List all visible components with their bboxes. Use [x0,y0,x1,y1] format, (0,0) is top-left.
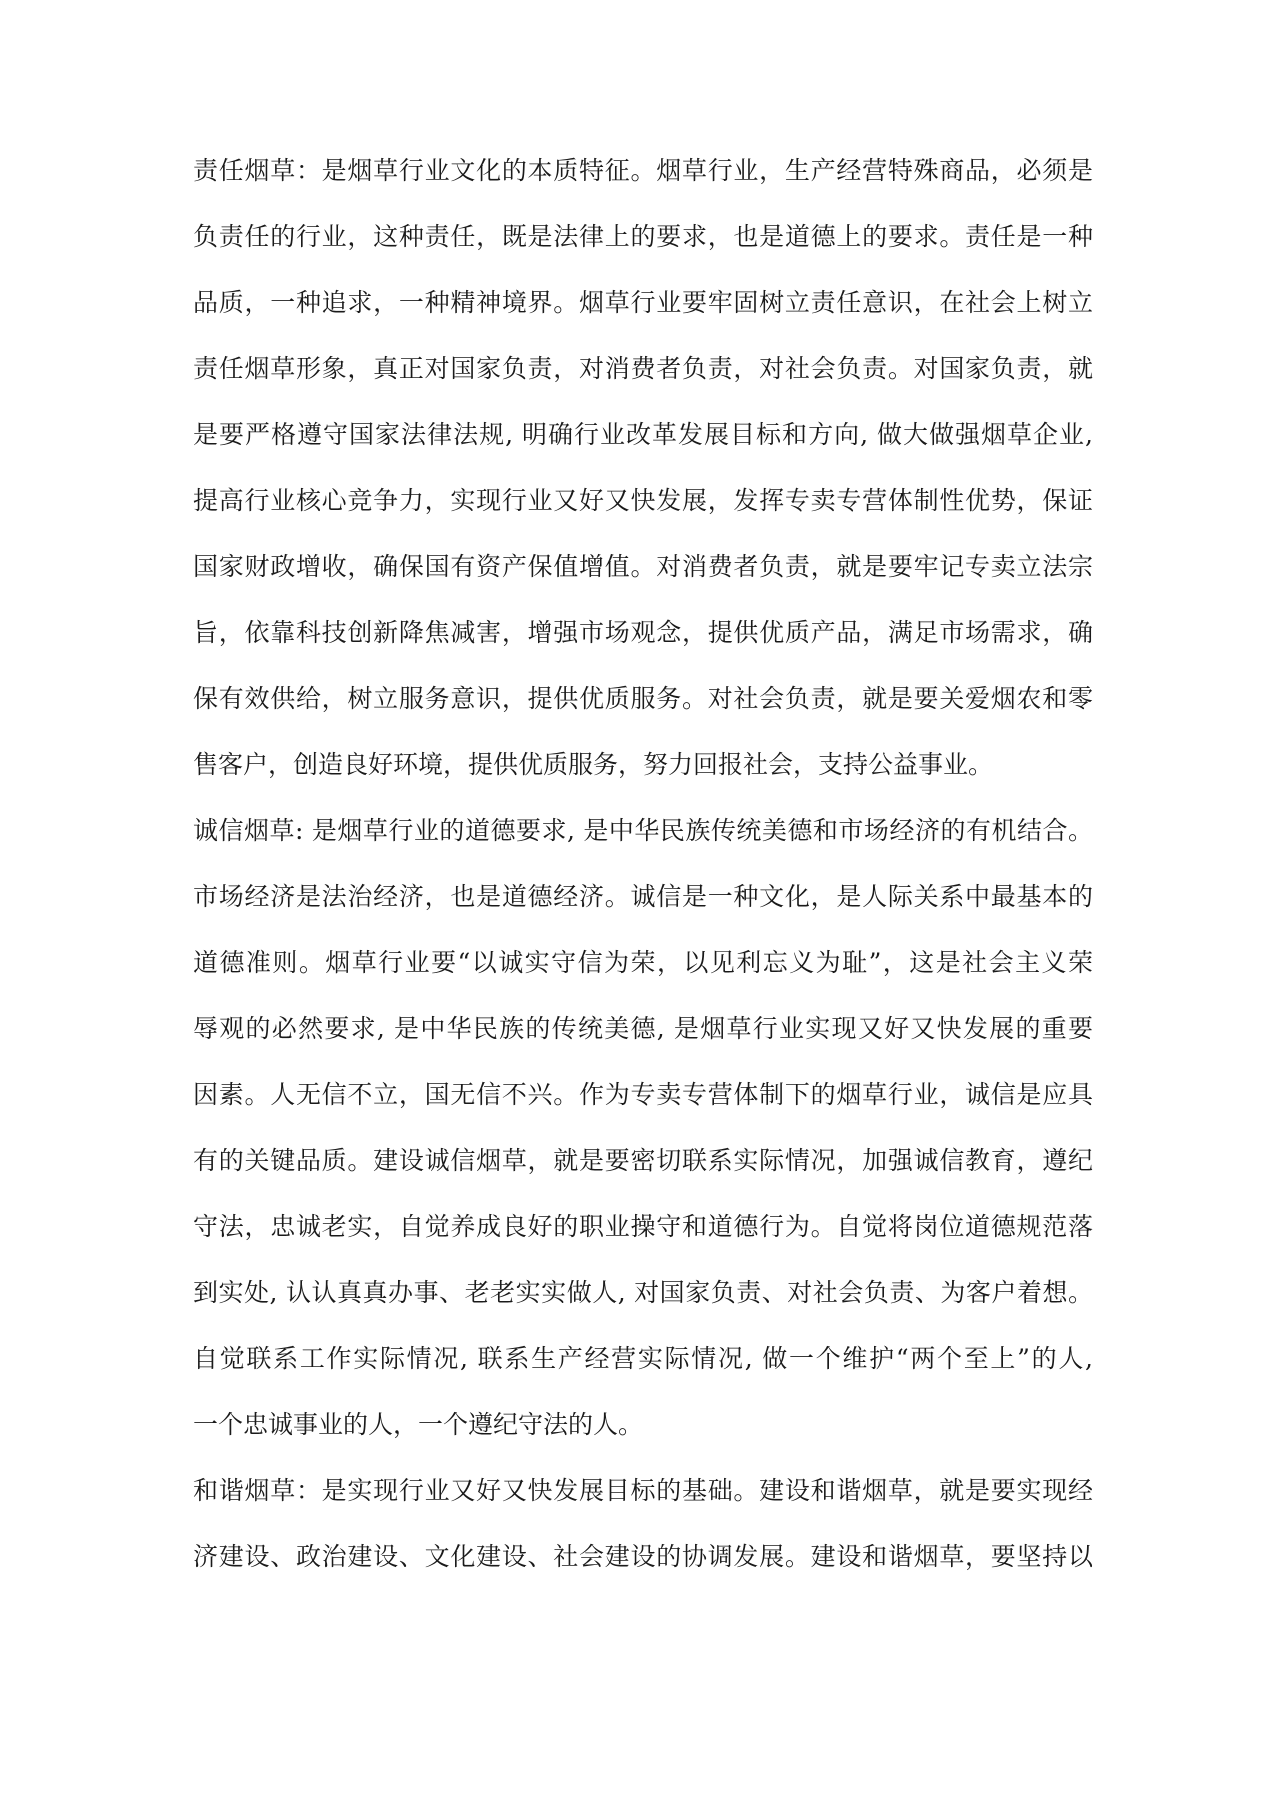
paragraph-line: 和谐烟草：是实现行业又好又快发展目标的基础。建设和谐烟草，就是要实现经 [193,1476,1093,1505]
paragraph-line: 提高行业核心竞争力，实现行业又好又快发展，发挥专卖专营体制性优势，保证 [193,486,1093,515]
paragraph-line: 到实处, 认认真真办事、老老实实做人, 对国家负责、对社会负责、为客户着想。 [193,1278,1093,1307]
paragraph-line: 责任烟草：是烟草行业文化的本质特征。烟草行业，生产经营特殊商品，必须是 [193,156,1093,185]
paragraph-line: 负责任的行业，这种责任，既是法律上的要求，也是道德上的要求。责任是一种 [193,222,1093,251]
paragraph-line: 市场经济是法治经济，也是道德经济。诚信是一种文化，是人际关系中最基本的 [193,882,1093,911]
paragraph-line: 济建设、政治建设、文化建设、社会建设的协调发展。建设和谐烟草，要坚持以 [193,1542,1093,1571]
paragraph-harmony [193,1458,1093,1590]
paragraph-line: 一个忠诚事业的人，一个遵纪守法的人。 [193,1410,644,1439]
paragraph-line: 诚信烟草: 是烟草行业的道德要求, 是中华民族传统美德和市场经济的有机结合。 [193,816,1093,845]
paragraph-line: 因素。人无信不立，国无信不兴。作为专卖专营体制下的烟草行业，诚信是应具 [193,1080,1093,1109]
document-body [193,138,1093,1590]
paragraph-integrity [193,798,1093,1458]
paragraph-responsibility [193,138,1093,798]
paragraph-line: 道德准则。烟草行业要“以诚实守信为荣，以见利忘义为耻”，这是社会主义荣 [193,948,1093,977]
paragraph-line: 售客户，创造良好环境，提供优质服务，努力回报社会，支持公益事业。 [193,750,994,779]
paragraph-line: 品质，一种追求，一种精神境界。烟草行业要牢固树立责任意识，在社会上树立 [193,288,1093,317]
paragraph-line: 保有效供给，树立服务意识，提供优质服务。对社会负责，就是要关爱烟农和零 [193,684,1093,713]
paragraph-line: 责任烟草形象，真正对国家负责，对消费者负责，对社会负责。对国家负责，就 [193,354,1093,383]
paragraph-line: 有的关键品质。建设诚信烟草，就是要密切联系实际情况，加强诚信教育，遵纪 [193,1146,1093,1175]
paragraph-line: 是要严格遵守国家法律法规, 明确行业改革发展目标和方向, 做大做强烟草企业, [193,420,1093,449]
paragraph-line: 旨，依靠科技创新降焦减害，增强市场观念，提供优质产品，满足市场需求，确 [193,618,1093,647]
paragraph-line: 辱观的必然要求, 是中华民族的传统美德, 是烟草行业实现又好又快发展的重要 [193,1014,1093,1043]
paragraph-line: 守法，忠诚老实，自觉养成良好的职业操守和道德行为。自觉将岗位道德规范落 [193,1212,1093,1241]
paragraph-line: 国家财政增收，确保国有资产保值增值。对消费者负责，就是要牢记专卖立法宗 [193,552,1093,581]
paragraph-line: 自觉联系工作实际情况, 联系生产经营实际情况, 做一个维护“两个至上”的人, [193,1344,1093,1373]
